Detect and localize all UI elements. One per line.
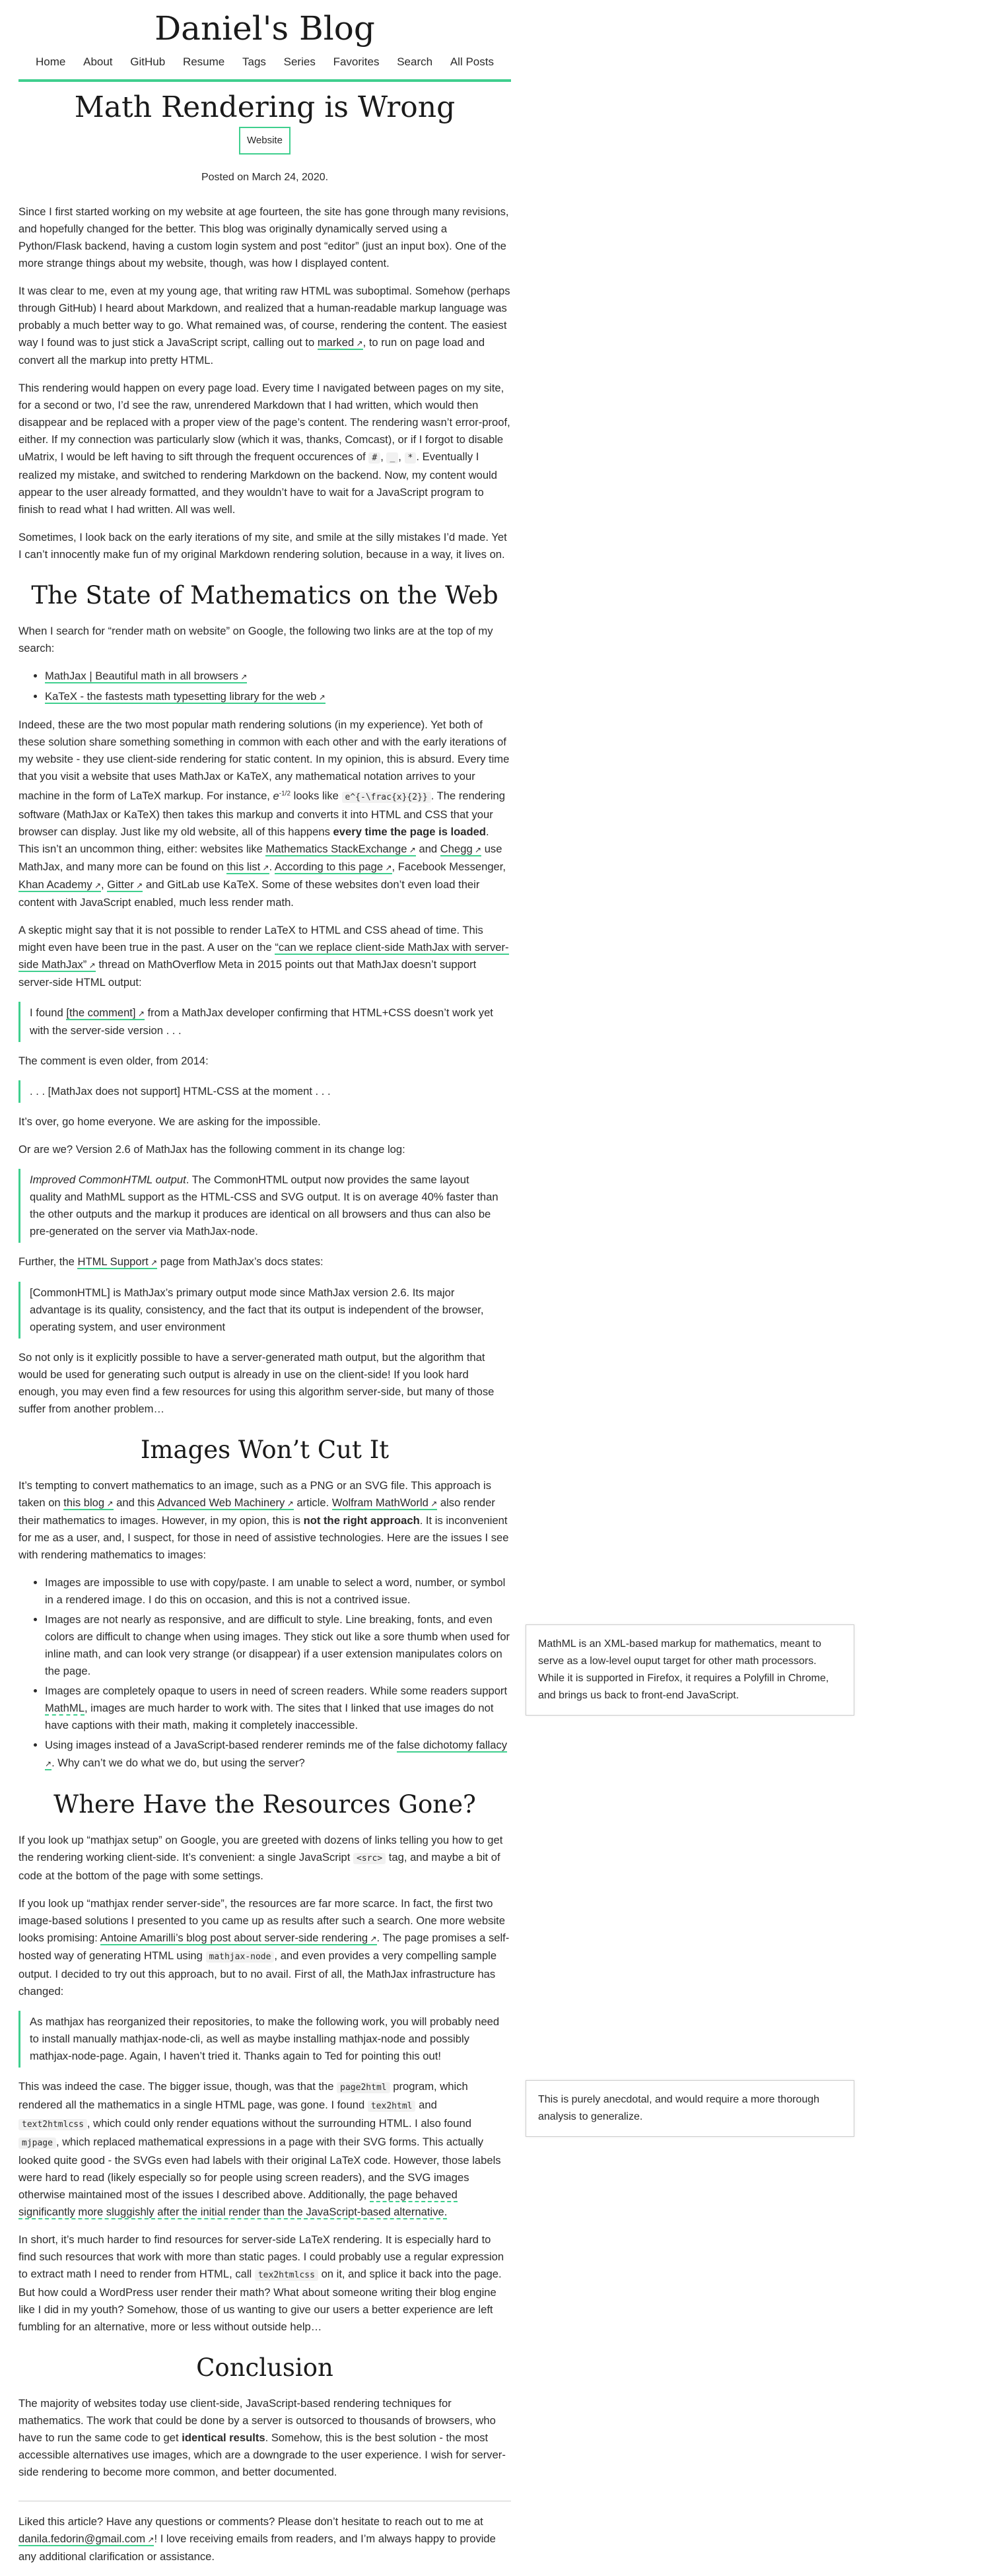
nav-home[interactable]: Home bbox=[36, 55, 66, 68]
paragraph: This rendering would happen on every page load. Every time I navigated between pages on my site, for a second or two, I’d see the raw, unrendered Markdown that I had written, which would then disappear and be replaced with a proper view of the page’s content. The rendering wasn’t error-proof, either. If my connection was particularly slow (which it was, thanks, Comcast), or if I forgot to disable uMatrix, I would be left having to sift through the frequent occurences of # , _ , * . Eventually I realized my mistake, and switched to rendering Markdown on the backend. Now, my content would appear to the user already formatted, and they wouldn’t have to wait for a JavaScript program to finish to read what I had written. All was well. bbox=[18, 382, 510, 516]
sidenote-ref-anecdotal[interactable]: the page behaved significantly more sluggishly after the initial render than the JavaScript-based alternative. bbox=[18, 2188, 458, 2218]
sidenote-anecdotal: This is purely anecdotal, and would require a more thorough analysis to generalize. bbox=[526, 2080, 854, 2137]
inline-code: mjpage bbox=[18, 2138, 56, 2149]
inline-code: text2htmlcss bbox=[18, 2119, 87, 2130]
post-date: Posted on March 24, 2020. bbox=[201, 172, 329, 183]
link-email[interactable]: danila.fedorin@gmail.com ↗ bbox=[18, 2532, 154, 2546]
link-html-support[interactable]: HTML Support ↗ bbox=[77, 1255, 157, 1269]
inline-code: tex2htmlcss bbox=[255, 2270, 318, 2281]
link-mathoverflow-thread[interactable]: “can we replace client-side MathJax with server-side MathJax” ↗ bbox=[18, 941, 509, 972]
paragraph: The comment is even older, from 2014: bbox=[18, 1054, 209, 1067]
issues-list bbox=[18, 1574, 511, 1772]
inline-code: e^{-\frac{x}{2}} bbox=[342, 792, 431, 803]
paragraph: Further, the HTML Support ↗ page from MathJax’s docs states: bbox=[18, 1253, 511, 1271]
link-this-list[interactable]: this list ↗ bbox=[226, 860, 269, 874]
heading-conclusion: Conclusion bbox=[196, 2353, 333, 2382]
main-nav bbox=[18, 55, 511, 69]
list-item: • Images are completely opaque to users in need of screen readers. While some readers support MathML, images are much harder to work with. The sites that I linked that use images do not have captions with their math, making it completely inaccessible. bbox=[45, 1683, 511, 1734]
link-according-page[interactable]: According to this page ↗ bbox=[275, 860, 392, 874]
nav-github[interactable]: GitHub bbox=[130, 55, 166, 68]
nav-about[interactable]: About bbox=[83, 55, 113, 68]
nav-all-posts[interactable]: All Posts bbox=[450, 55, 494, 68]
inline-code: # bbox=[368, 452, 380, 464]
paragraph: If you look up “mathjax setup” on Google, you are greeted with dozens of links telling you how to get the rendering working client-side. It’s convenient: a single JavaScript <src> tag, and maybe a bit of code at the bottom of the page with some settings. bbox=[18, 1833, 503, 1882]
link-the-comment[interactable]: [the comment] ↗ bbox=[66, 1006, 145, 1020]
footer-text: Liked this article? Have any questions or comments? Please don’t hesitate to reach out to me at danila.fedorin@gmail.com ↗ ! I love receiving emails from readers, and I’m always happy to provide any additional clarification or assistance. bbox=[18, 2513, 511, 2565]
paragraph: It’s over, go home everyone. We are asking for the impossible. bbox=[18, 1115, 321, 1128]
nav-series[interactable]: Series bbox=[283, 55, 316, 68]
site-title[interactable]: Daniel's Blog bbox=[154, 9, 375, 48]
sidenote-mathml: MathML is an XML-based markup for mathematics, meant to serve as a low-level ouput target for other math processors. While it is supported in Firefox, it requires a Polyfill in Chrome, and brings us back to front-end JavaScript. bbox=[526, 1624, 854, 1716]
nav-favorites[interactable]: Favorites bbox=[333, 55, 380, 68]
nav-tags[interactable]: Tags bbox=[242, 55, 266, 68]
blockquote: Improved CommonHTML output. The CommonHTML output now provides the same layout quality and MathML support as the HTML-CSS and SVG output. It is on average 40% faster than the other outputs and the markup it produces are identical on all browsers and thus can also be pre-generated on the server via MathJax-node. bbox=[18, 1169, 511, 1243]
link-marked[interactable]: marked ↗ bbox=[318, 336, 363, 350]
blockquote: As mathjax has reorganized their repositories, to make the following work, you will probably need to install manually mathjax-node-cli, as well as maybe installing mathjax-node and possibly mathjax-node-page. Again, I haven’t tried it. Thanks again to Ted for pointing this out! bbox=[18, 2011, 511, 2068]
link-katex[interactable]: KaTeX - the fastests math typesetting library for the web ↗ bbox=[45, 690, 325, 704]
paragraph: It was clear to me, even at my young age, that writing raw HTML was suboptimal. Somehow (perhaps through GitHub) I heard about Markdown, and realized that a human-readable markup language was probably a much better way to go. What remained was, of course, rendering the content. The easiest way I found was to just stick a JavaScript script, calling out to marked ↗ , to run on page load and convert all the markup into pretty HTML. bbox=[18, 283, 511, 369]
site-header bbox=[18, 0, 511, 82]
post-title: Math Rendering is Wrong bbox=[74, 90, 456, 124]
post-content bbox=[18, 90, 511, 2576]
search-results-list bbox=[18, 668, 511, 706]
nav-search[interactable]: Search bbox=[397, 55, 433, 68]
paragraph: The majority of websites today use client-side, JavaScript-based rendering techniques for mathematics. The work that could be done by a server is outsorced to thousands of browsers, who have to run the same code to get identical results. Somehow, this is the best solution - the most accessible alternatives use images, which are a downgrade to the user experience. I wish for server-side rendering to become more common, and better documented. bbox=[18, 2396, 506, 2478]
paragraph: In short, it’s much harder to find resources for server-side LaTeX rendering. It is especially hard to find such resources that work with more than static pages. I could probably use a regular expression to extract math I need to render from HTML, call tex2htmlcss on it, and splice it back into the page. But how could a WordPress user render their math? What about someone writing their blog engine like I did in my youth? Somehow, those of us wanting to give our users a better experience are left fumbling for an alternative, more or less without outside help… bbox=[18, 2233, 504, 2333]
math-example: $e^{-1/2}$ bbox=[273, 789, 291, 802]
inline-code: _ bbox=[386, 452, 398, 464]
paragraph: When I search for “render math on website” on Google, the following two links are at the top of my search: bbox=[18, 625, 493, 654]
inline-code: * bbox=[405, 452, 417, 464]
blockquote: . . . [MathJax does not support] HTML-CSS at the moment . . . bbox=[18, 1080, 511, 1103]
link-chegg[interactable]: Chegg ↗ bbox=[440, 843, 481, 856]
link-math-stackexchange[interactable]: Mathematics StackExchange ↗ bbox=[265, 843, 415, 856]
link-antoine-amarilli[interactable]: Antoine Amarilli’s blog post about server-side rendering ↗ bbox=[100, 1932, 377, 1945]
link-wolfram-mathworld[interactable]: Wolfram MathWorld ↗ bbox=[332, 1496, 437, 1510]
link-khan-academy[interactable]: Khan Academy ↗ bbox=[18, 878, 101, 892]
blockquote: I found [the comment] ↗ from a MathJax developer confirming that HTML+CSS doesn’t work yet with the server-side version . . . bbox=[18, 1002, 511, 1042]
inline-code: tex2html bbox=[368, 2101, 416, 2112]
paragraph: Indeed, these are the two most popular math rendering solutions (in my experience). Yet both of these solution share something something in common with each other and with the early iterations of my website - they use client-side rendering for static content. In my opinion, this is absurd. Every time that you visit a website that uses MathJax or KaTeX, any mathematical notation arrives to your machine in the form of LaTeX markup. For instance, $e^{-1/2}$ looks like e^{-\frac{x}{2}} . The rendering software (MathJax or KaTeX) then takes this markup and converts it into HTML and CSS that your browser can display. Just like my old website, all of this happens every time the page is loaded. This isn’t an uncommon thing, either: websites like Mathematics StackExchange ↗ and Chegg ↗ use MathJax, and many more can be found on this list ↗ . According to this page ↗ , Facebook Messenger, Khan Academy ↗ , Gitter ↗ and GitLab use KaTeX. Some of these websites don’t even load their content with JavaScript enabled, much less render math. bbox=[18, 716, 511, 911]
inline-code: mathjax-node bbox=[206, 1951, 275, 1963]
list-item bbox=[45, 688, 511, 706]
tag-website[interactable]: Website bbox=[239, 127, 291, 155]
list-item bbox=[45, 668, 511, 685]
heading-images: Images Won’t Cut It bbox=[140, 1435, 390, 1464]
heading-resources: Where Have the Resources Gone? bbox=[53, 1790, 476, 1819]
paragraph: A skeptic might say that it is not possible to render LaTeX to HTML and CSS ahead of time. This might even have been true in the past. A user on the “can we replace client-side MathJax with server-side MathJax” ↗ thread on MathOverflow Meta in 2015 points out that MathJax doesn’t support server-side HTML output: bbox=[18, 922, 511, 991]
paragraph: This was indeed the case. The bigger issue, though, was that the page2html program, which rendered all the mathematics in a single HTML page, was gone. I found tex2html and text2htmlcss , which could only render equations without the surrounding HTML. I also found mjpage , which replaced mathematical expressions in a page with their SVG forms. This actually looked quite good - the SVGs even had labels with their original LaTeX code. However, those labels were hard to read (likely especially so for people using screen readers), and the SVG images otherwise maintained most of the issues I described above. Additionally, the page behaved significantly more sluggishly after the initial render than the JavaScript-based alternative. bbox=[18, 2079, 501, 2218]
link-false-dichotomy[interactable]: false dichotomy fallacy ↗ bbox=[45, 1739, 507, 1770]
list-item: • Images are impossible to use with copy/paste. I am unable to select a word, number, or symbol in a rendered image. I do this on occasion, and this is not a contrived issue. bbox=[45, 1574, 511, 1609]
paragraph: If you look up “mathjax render server-side”, the resources are far more scarce. In fact, the first two image-based solutions I presented to you came up as results after such a search. One more website looks promising: Antoine Amarilli’s blog post about server-side rendering ↗ . The page promises a self-hosted way of generating HTML using mathjax-node , and even provides a very compelling sample output. I decided to try out this approach, but to no avail. First of all, the MathJax infrastructure has changed: bbox=[18, 1895, 511, 2000]
paragraph: Or are we? Version 2.6 of MathJax has the following comment in its change log: bbox=[18, 1142, 405, 1156]
paragraph: Sometimes, I look back on the early iterations of my site, and smile at the silly mistakes I’d made. Yet I can’t innocently make fun of my original Markdown rendering solution, because in a way, it lives on. bbox=[18, 531, 507, 561]
link-this-blog[interactable]: this blog ↗ bbox=[63, 1496, 113, 1510]
paragraph: Since I first started working on my website at age fourteen, the site has gone through many revisions, and hopefully changed for the better. This blog was originally dynamically served using a Python/Flask backend, having a custom login system and post “editor” (just an input box). One of the more strange things about my website, though, was how I displayed content. bbox=[18, 205, 509, 269]
paragraph: It’s tempting to convert mathematics to an image, such as a PNG or an SVG file. This approach is taken on this blog ↗ and this Advanced Web Machinery ↗ article. Wolfram MathWorld ↗ also render their mathematics to images. However, in my opion, this is not the right approach. It is inconvenient for me as a user, and, I suspect, for those in need of assistive technologies. Here are the issues I see with rendering mathematics to images: bbox=[18, 1477, 511, 1564]
inline-code: page2html bbox=[337, 2082, 390, 2093]
blockquote: [CommonHTML] is MathJax’s primary output mode since MathJax version 2.6. Its major advantage is its quality, consistency, and the fact that its output is independent of the browser, operating system, and user environment bbox=[18, 1282, 511, 1339]
link-advanced-web-machinery[interactable]: Advanced Web Machinery ↗ bbox=[157, 1496, 294, 1510]
nav-resume[interactable]: Resume bbox=[182, 55, 225, 68]
sidenote-ref-mathml[interactable]: MathML bbox=[45, 1701, 85, 1714]
inline-code: <src> bbox=[353, 1853, 386, 1864]
list-item: • Using images instead of a JavaScript-based renderer reminds me of the false dichotomy fallacy ↗. Why can’t we do what we do, but using the server? bbox=[45, 1737, 511, 1772]
heading-state: The State of Mathematics on the Web bbox=[31, 581, 498, 609]
header-divider bbox=[18, 79, 511, 82]
link-gitter[interactable]: Gitter ↗ bbox=[107, 878, 143, 892]
link-mathjax[interactable]: MathJax | Beautiful math in all browsers ↗ bbox=[45, 670, 247, 683]
list-item: • Images are not nearly as responsive, and are difficult to style. Line breaking, fonts, and even colors are difficult to change when using images. They stick out like a sore thumb when used for inline math, and can look very strange (or disappear) if a user extension manipulates colors on the page. bbox=[45, 1611, 511, 1680]
paragraph: So not only is it explicitly possible to have a server-generated math output, but the algorithm that would be used for generating such output is already in use on the client-side! If you look hard enough, you may even find a few resources for using this algorithm server-side, but many of those suffer from another problem… bbox=[18, 1350, 495, 1415]
